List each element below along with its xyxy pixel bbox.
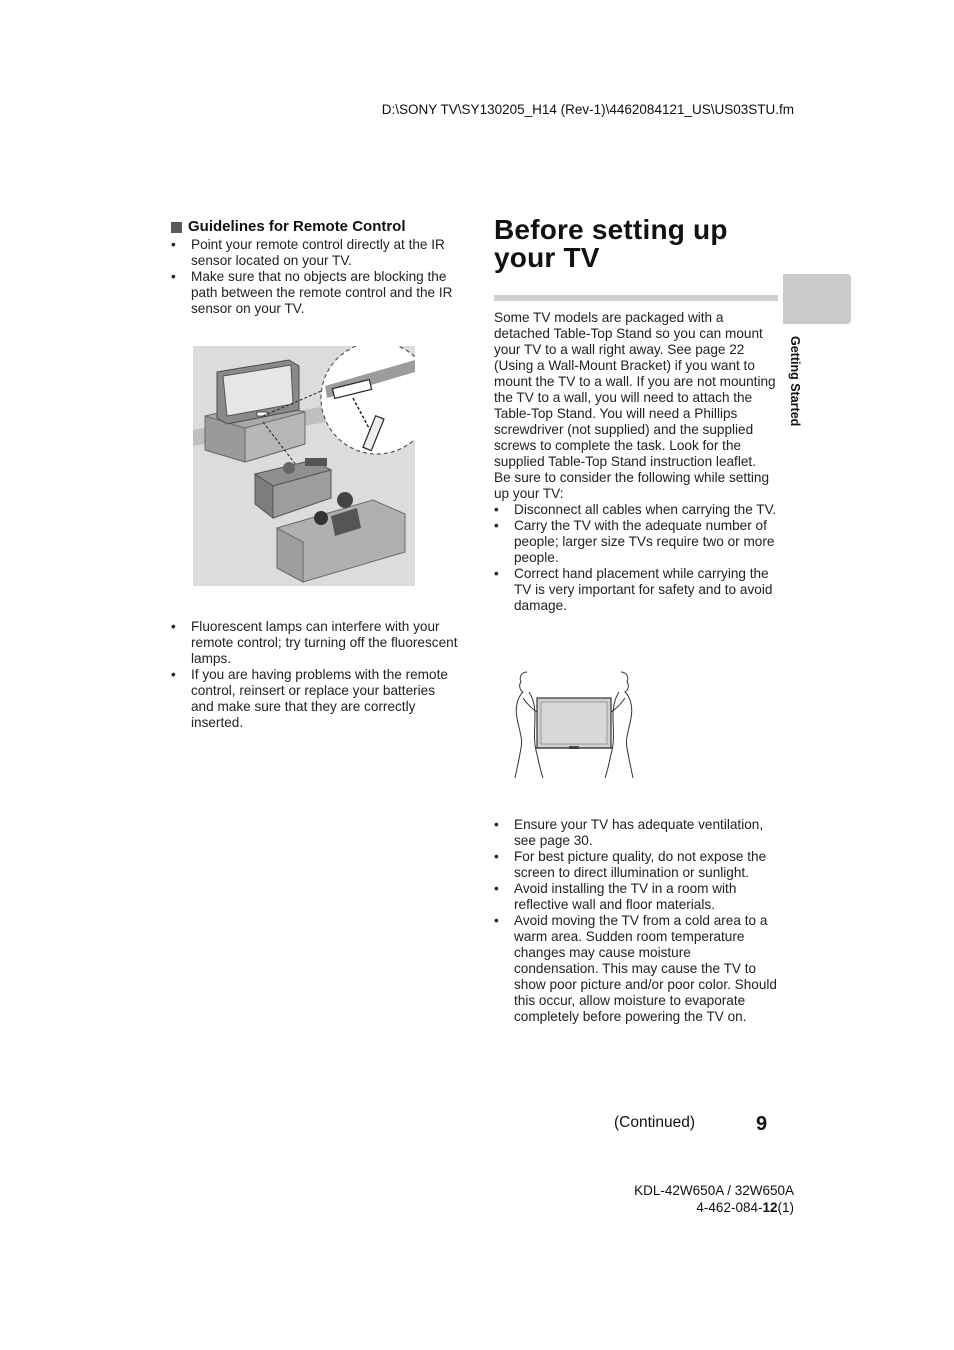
- part-number: 4-462-084-12(1): [696, 1200, 794, 1215]
- intro-paragraph: Some TV models are packaged with a detached Table-Top Stand so you can mount your TV to a wall right away. See page 22 (Using a Wall-Mount Bracket) if you want to mount the TV to a wall. If you are not mounting the TV to a wall, you will need to attach the Table-Top Stand. You will need a Phillips screwdriver (not supplied) and the supplied screws to complete the task. Look for the supplied Table-Top Stand instruction leaflet.: [494, 310, 776, 469]
- chapter-label: Getting Started: [788, 336, 802, 427]
- file-path-header: D:\SONY TV\SY130205_H14 (Rev-1)\4462084121_US\US03STU.fm: [381, 102, 794, 117]
- page-number: 9: [756, 1113, 768, 1135]
- list-item: • Avoid moving the TV from a cold area to a warm area. Sudden room temperature changes may cause moisture condensation. This may cause the TV to show poor picture and/or poor color. Should this occur, allow moisture to evaporate completely before powering the TV on.: [494, 913, 778, 1025]
- list-item: • Point your remote control directly at the IR sensor located on your TV.: [171, 237, 459, 269]
- consider-paragraph: Be sure to consider the following while setting up your TV:: [494, 470, 770, 501]
- setup-title-block: [494, 216, 779, 272]
- remote-guidelines-section: [171, 218, 459, 317]
- list-item: • Make sure that no objects are blocking the path between the remote control and the IR sensor on your TV.: [171, 269, 459, 317]
- list-item: • For best picture quality, do not expose the screen to direct illumination or sunlight.: [494, 849, 778, 881]
- list-item: • Correct hand placement while carrying the TV is very important for safety and to avoid damage.: [494, 566, 778, 614]
- setup-list-top: [494, 502, 778, 614]
- section-heading: [171, 218, 459, 236]
- remote-tips-section: [171, 619, 459, 731]
- chapter-tab: [783, 274, 851, 324]
- setup-tips-section: [494, 817, 778, 1025]
- remote-guidelines-list: [171, 237, 459, 317]
- model-info: [634, 1182, 794, 1216]
- list-item: • Disconnect all cables when carrying the TV.: [494, 502, 778, 518]
- continued-label: (Continued): [614, 1114, 695, 1131]
- remote-tips-list: [171, 619, 459, 731]
- square-bullet-icon: [171, 222, 182, 233]
- remote-room-illustration: [193, 346, 415, 586]
- list-item: • Avoid installing the TV in a room with reflective wall and floor materials.: [494, 881, 778, 913]
- carry-tv-illustration: [509, 668, 639, 780]
- page-title: Before setting up your TV: [494, 214, 728, 273]
- title-divider: [494, 295, 778, 301]
- setup-intro: [494, 310, 778, 614]
- section-heading-text: Guidelines for Remote Control: [188, 218, 406, 235]
- list-item: • Ensure your TV has adequate ventilation, see page 30.: [494, 817, 778, 849]
- list-item: • Carry the TV with the adequate number of people; larger size TVs require two or more people.: [494, 518, 778, 566]
- list-item: • If you are having problems with the remote control, reinsert or replace your batteries and make sure that they are correctly inserted.: [171, 667, 459, 731]
- list-item: • Fluorescent lamps can interfere with your remote control; try turning off the fluorescent lamps.: [171, 619, 459, 667]
- setup-list-bottom: [494, 817, 778, 1025]
- model-number: KDL-42W650A / 32W650A: [634, 1183, 794, 1198]
